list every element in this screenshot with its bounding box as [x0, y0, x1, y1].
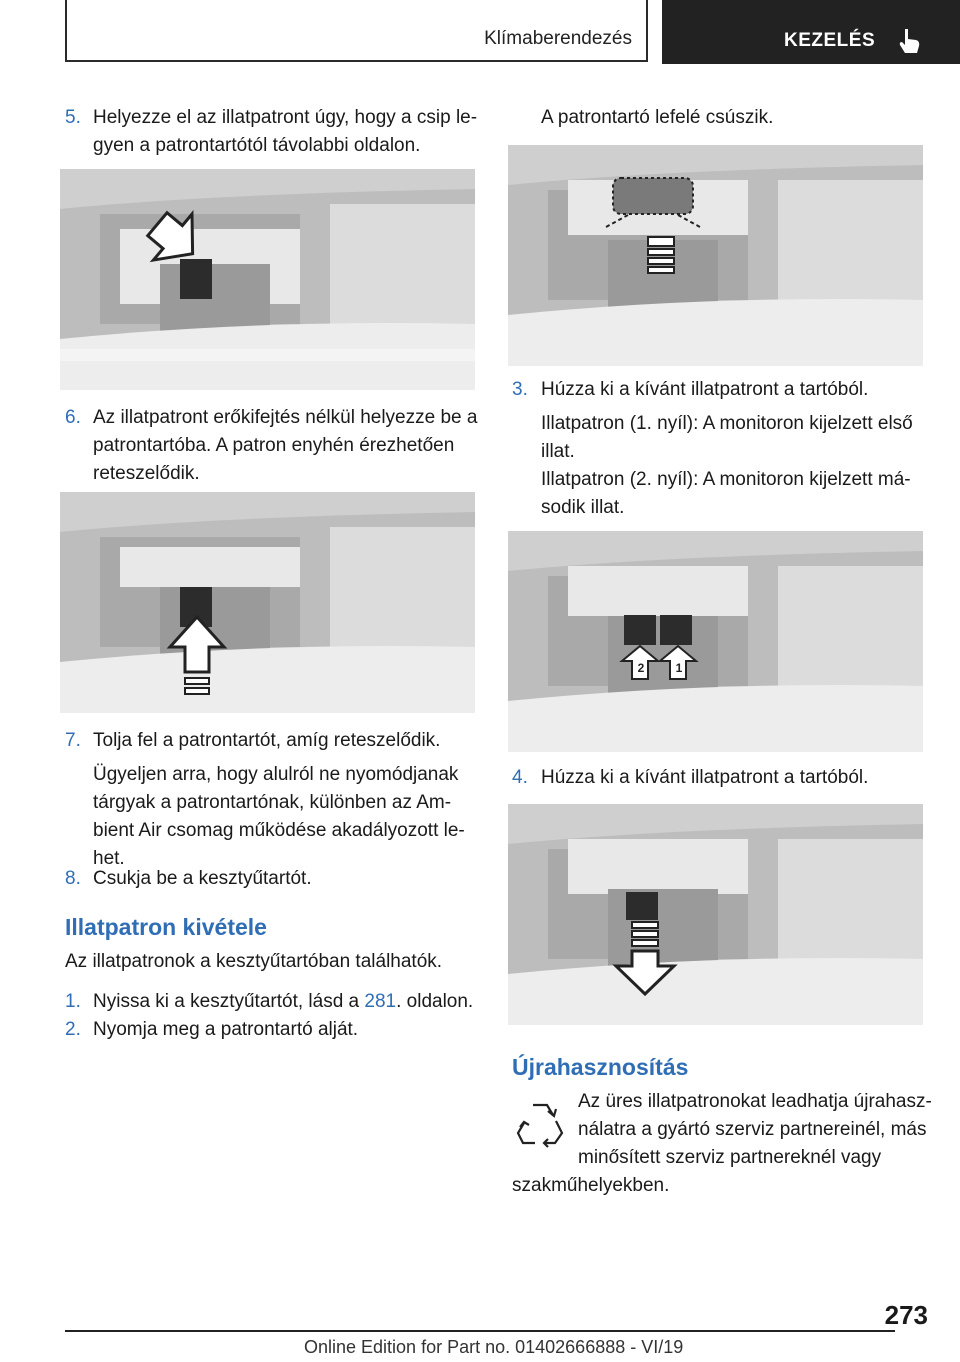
step-number: 8.: [65, 868, 81, 889]
chapter-title: KEZELÉS: [784, 30, 876, 51]
recycling-line: Az üres illatpatronokat leadhatja újrahasz-: [578, 1091, 932, 1112]
footer-rule: [65, 1330, 895, 1332]
step-number: 1.: [65, 991, 81, 1012]
step-text-pre: Nyissa ki a kesztyűtartót, lásd a: [93, 991, 365, 1012]
step-text-line: reteszelődik.: [93, 463, 200, 484]
recycling-line: minősített szerviz partnereknél vagy: [578, 1147, 882, 1168]
section-title: Klímaberendezés: [484, 28, 632, 49]
step-number: 3.: [512, 379, 528, 400]
heading-remove-cartridge: Illatpatron kivétele: [65, 914, 267, 940]
step-text-line: Helyezze el az illatpatront úgy, hogy a csip le-: [93, 107, 478, 128]
note-line: Illatpatron (1. nyíl): A monitoron kijelzett első: [541, 413, 913, 434]
note-line: illat.: [541, 441, 575, 462]
figure-cartridge-locked: [60, 492, 475, 713]
note-line: Illatpatron (2. nyíl): A monitoron kijelzett má-: [541, 469, 911, 490]
figure-holder-slides-down: [508, 145, 923, 366]
step-3-note-1: [541, 410, 931, 466]
step-number: 6.: [65, 407, 81, 428]
figure-pull-out-cartridge: [508, 804, 923, 1025]
recycling-text: [512, 1088, 932, 1208]
step-text-line: gyen a patrontartótól távolabbi oldalon.: [93, 135, 421, 156]
note-line: het.: [93, 848, 125, 869]
step-7-note: [93, 761, 483, 873]
step-text-line: Az illatpatront erőkifejtés nélkül helyezze be a: [93, 407, 478, 428]
step-number: 7.: [65, 730, 81, 751]
note-line: bient Air csomag működése akadályozott le-: [93, 820, 465, 841]
step-text-line: patrontartóba. A patron enyhén érezhetően: [93, 435, 455, 456]
header-chapter-tab: [662, 0, 960, 64]
continuation-text: A patrontartó lefelé csúszik.: [541, 107, 774, 128]
step-number: 5.: [65, 107, 81, 128]
header-section-box: [65, 0, 648, 62]
recycling-line: nálatra a gyártó szerviz partnereinél, más: [578, 1119, 927, 1140]
intro-text: Az illatpatronok a kesztyűtartóban találhatók.: [65, 951, 443, 972]
step-text-line: Húzza ki a kívánt illatpatront a tartóból.: [541, 767, 869, 788]
note-line: tárgyak a patrontartónak, különben az Am-: [93, 792, 452, 813]
step-text-line: Húzza ki a kívánt illatpatront a tartóból.: [541, 379, 869, 400]
step-text-post: . oldalon.: [396, 991, 474, 1012]
footer-edition: Online Edition for Part no. 01402666888 - VI/19: [304, 1337, 684, 1357]
step-text-line: [93, 988, 473, 1016]
step-text-line: Tolja fel a patrontartót, amíg reteszelődik.: [93, 730, 441, 751]
note-line: Ügyeljen arra, hogy alulról ne nyomódjanak: [93, 764, 459, 785]
step-3-note-2: [541, 466, 931, 522]
page-link-281[interactable]: 281: [364, 991, 397, 1012]
step-number: 4.: [512, 767, 528, 788]
pointing-hand-icon: [894, 26, 924, 56]
page-number: 273: [884, 1300, 928, 1330]
step-number: 2.: [65, 1019, 81, 1040]
step-text-line: Nyomja meg a patrontartó alját.: [93, 1019, 359, 1040]
figure-select-cartridge: [508, 531, 923, 752]
heading-recycling: Újrahasznosítás: [512, 1054, 689, 1080]
arrow-label-2: 2: [637, 661, 645, 675]
recycling-line: szakműhelyekben.: [512, 1175, 670, 1196]
note-line: sodik illat.: [541, 497, 625, 518]
figure-insert-cartridge: [60, 169, 475, 390]
step-text-line: Csukja be a kesztyűtartót.: [93, 868, 312, 889]
arrow-label-1: 1: [675, 661, 683, 675]
